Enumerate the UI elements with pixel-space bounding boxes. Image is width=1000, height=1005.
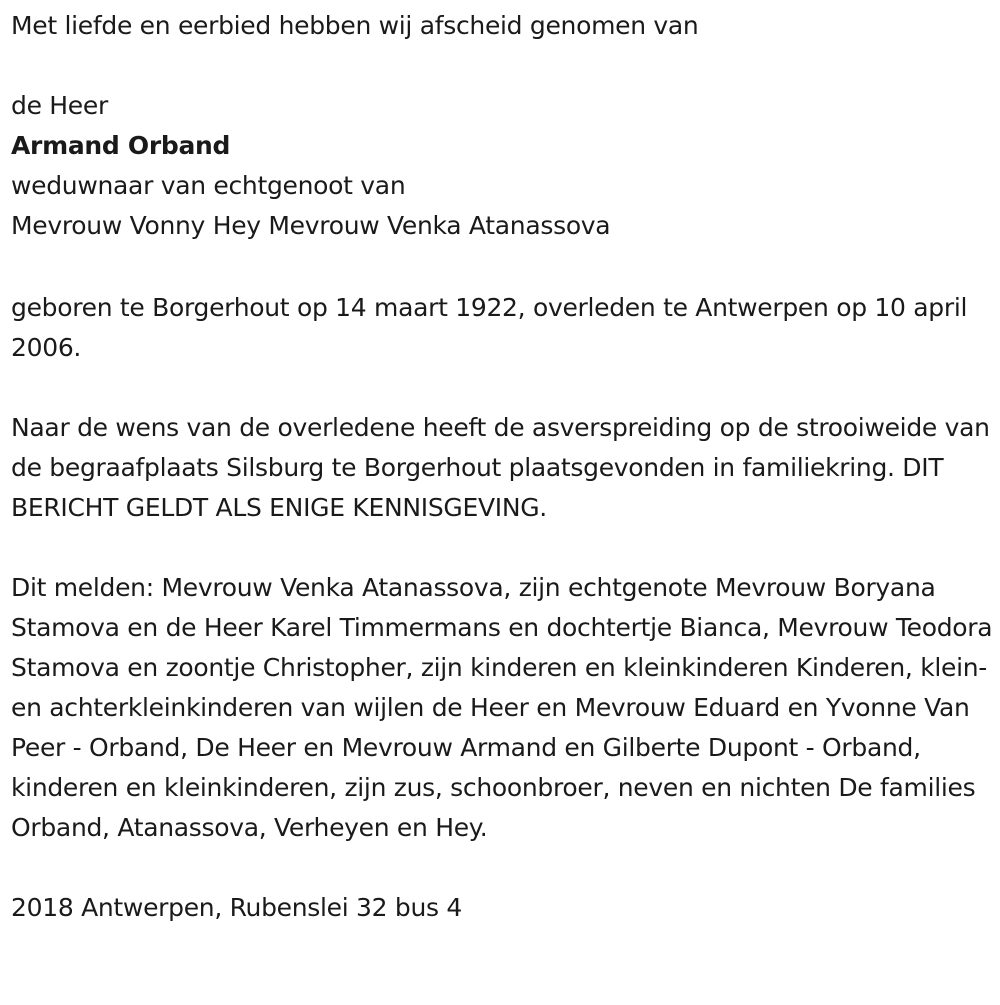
address-line: 2018 Antwerpen, Rubenslei 32 bus 4 [11, 893, 462, 922]
spouses-line: Mevrouw Vonny Hey Mevrouw Venka Atanassova [11, 211, 611, 240]
title-line: de Heer [11, 91, 108, 120]
family-paragraph: Dit melden: Mevrouw Venka Atanassova, zijn echtgenote Mevrouw Boryana Stamova en de Heer Karel Timmermans en dochtertje Bianca, Mevrouw Teodora Stamova en zoontje Christopher, zijn kinderen en kleinkinderen Kinderen, klein- en achterkleinkinderen van wijlen de Heer en Mevrouw Eduard en Yvonne Van Peer - Orband, De Heer en Mevrouw Armand en Gilberte Dupont - Orband, kinderen en kleinkinderen, zijn zus, schoonbroer, neven en nichten De families Orband, Atanassova, Verheyen en Hey. [11, 573, 993, 842]
intro-line: Met liefde en eerbied hebben wij afscheid genomen van [11, 11, 699, 40]
birth-death-paragraph: geboren te Borgerhout op 14 maart 1922, overleden te Antwerpen op 10 april 2006. [11, 293, 968, 362]
ceremony-paragraph: Naar de wens van de overledene heeft de asverspreiding op de strooiweide van de begraafplaats Silsburg te Borgerhout plaatsgevonden in familiekring. DIT BERICHT GELDT ALS ENIGE KENNISGEVING. [11, 413, 990, 522]
obituary-document [11, 8, 993, 928]
relation-line: weduwnaar van echtgenoot van [11, 171, 406, 200]
deceased-name: Armand Orband [11, 131, 231, 160]
